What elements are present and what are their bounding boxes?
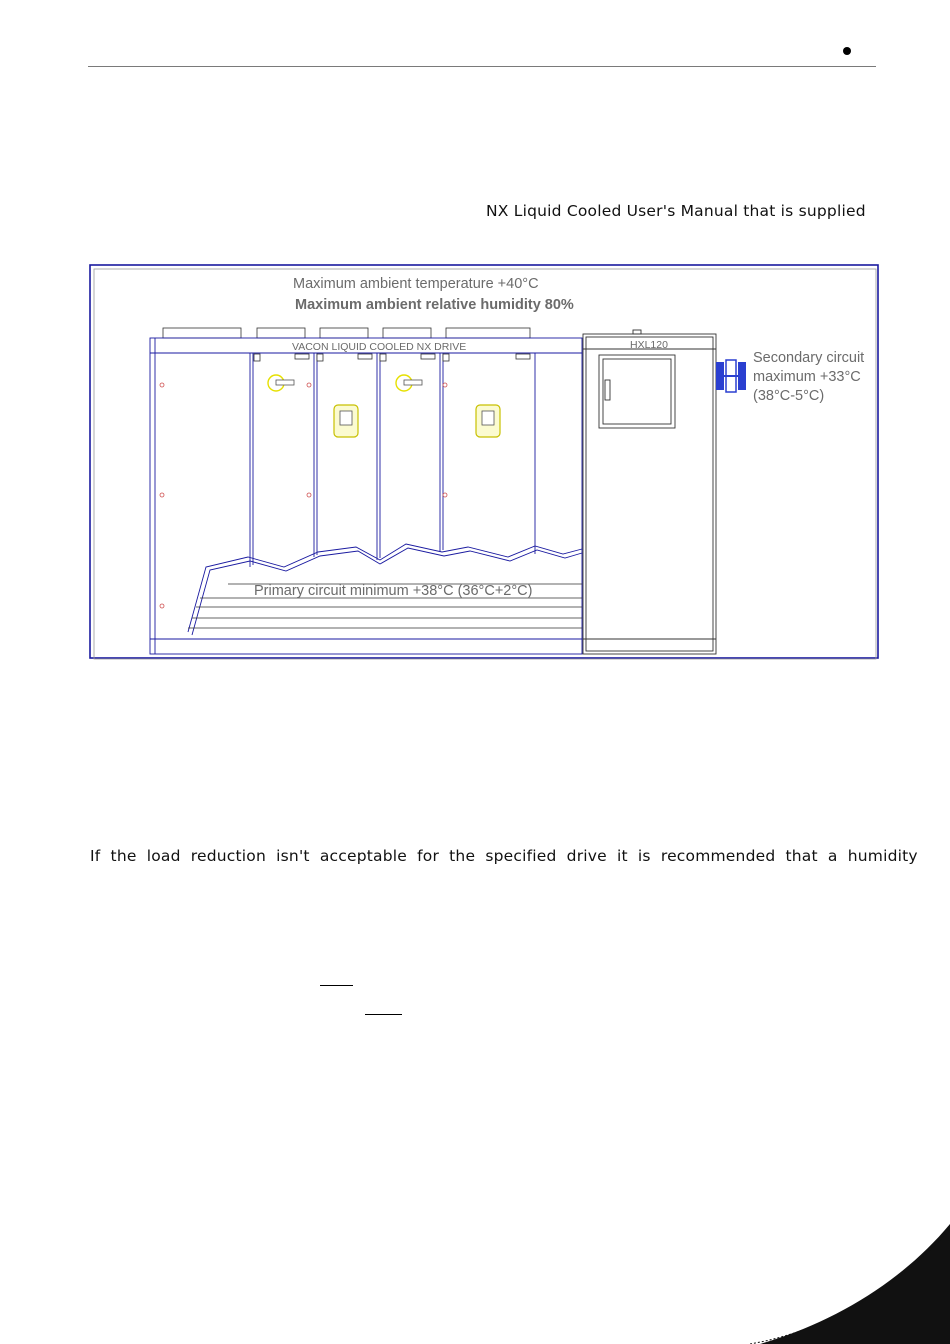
manual-reference-text: NX Liquid Cooled User's Manual that is supplied: [486, 202, 866, 220]
hx-label: HXL120: [630, 339, 668, 351]
corner-swoosh-graphic: [750, 1224, 950, 1344]
secondary-range-label: (38°C-5°C): [753, 388, 825, 404]
roof-boxes: [163, 328, 530, 338]
primary-circuit-label: Primary circuit minimum +38°C (36°C+2°C): [254, 583, 533, 599]
control-panel-2: [476, 405, 500, 437]
cabinet-diagram: [88, 262, 884, 664]
figure-frame-inner: [94, 269, 876, 659]
hx-cabinet: [583, 330, 716, 654]
drive-cabinet: [150, 338, 582, 654]
figure-frame: [90, 265, 878, 658]
door-handle-2: [396, 375, 422, 391]
drive-label: VACON LIQUID COOLED NX DRIVE: [292, 341, 467, 353]
underline-fragment-1: [320, 985, 353, 986]
door-handle-1: [268, 375, 294, 391]
ambient-humidity-label: Maximum ambient relative humidity 80%: [295, 297, 574, 313]
secondary-connector: [716, 360, 746, 392]
underline-fragment-2: [365, 1014, 402, 1015]
door-latches: [254, 354, 530, 361]
header-rule: [88, 66, 876, 67]
secondary-circuit-label: Secondary circuit: [753, 350, 865, 366]
humidity-recommendation-text: If the load reduction isn't acceptable for the specified drive it is recommended that a humidity: [90, 847, 918, 865]
header-bullet: [843, 47, 851, 55]
hinge-markers: [160, 383, 447, 608]
ambient-temp-label: Maximum ambient temperature +40°C: [293, 276, 539, 292]
secondary-max-label: maximum +33°C: [753, 369, 861, 385]
control-panel-1: [334, 405, 358, 437]
